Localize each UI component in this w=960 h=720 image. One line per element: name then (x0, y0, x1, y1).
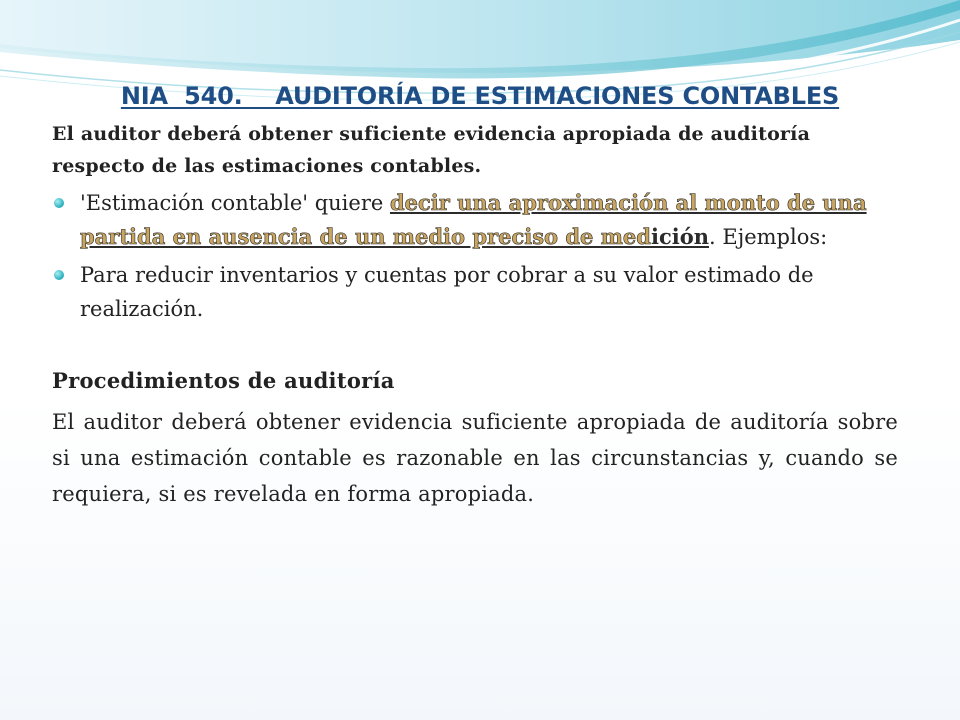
bullet-item-definition (52, 186, 898, 254)
slide-title: NIA 540. AUDITORÍA DE ESTIMACIONES CONTABLES (120, 82, 840, 110)
intro-paragraph: El auditor deberá obtener suficiente evidencia apropiada de auditoría respecto de las estimaciones contables. (52, 123, 811, 177)
example-text: Para reducir inventarios y cuentas por cobrar a su valor estimado de realización. (80, 263, 814, 321)
bullet-dot-icon (54, 198, 64, 208)
procedures-paragraph: El auditor deberá obtener evidencia suficiente apropiada de auditoría sobre si una estimación contable es razonable en las circunstancias y, cuando se requiera, si es revelada en forma apropiada. (52, 410, 898, 506)
bullet-list (52, 186, 898, 326)
bullet-item-example (52, 258, 898, 326)
definition-highlight: decir una aproximación al monto de una partida en ausencia de un medio preciso de med (80, 190, 867, 249)
slide-content (52, 118, 898, 512)
definition-highlight-tail: ición (650, 224, 710, 249)
bullet-dot-icon (54, 270, 64, 280)
definition-tail: . Ejemplos: (709, 225, 828, 249)
procedures-heading: Procedimientos de auditoría (52, 368, 395, 393)
definition-lead: 'Estimación contable' quiere (80, 191, 390, 215)
